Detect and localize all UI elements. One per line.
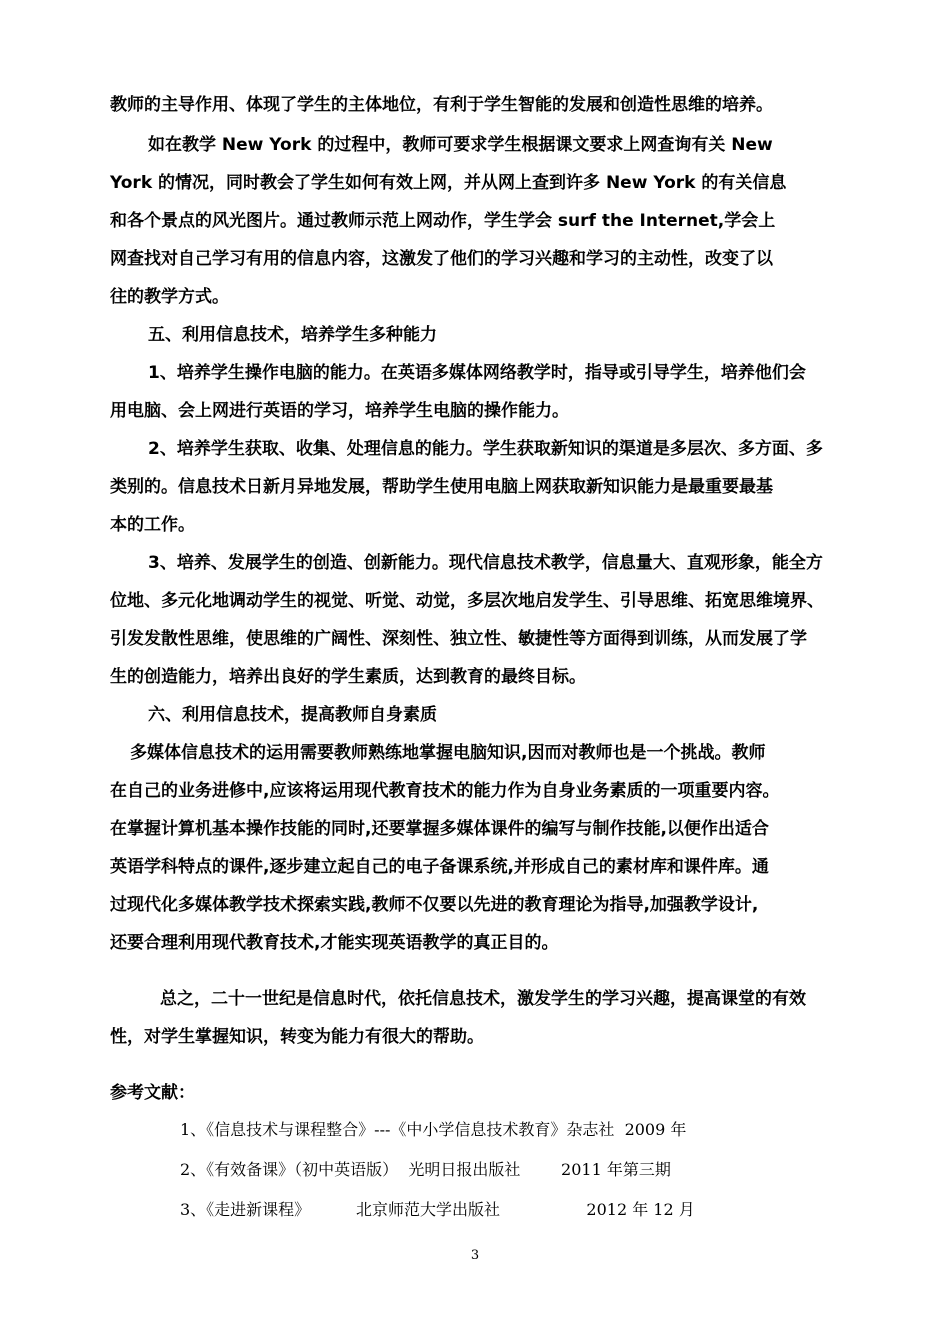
body-line: 用电脑、会上网进行英语的学习，培养学生电脑的操作能力。 bbox=[110, 401, 569, 421]
body-line: 教师的主导作用、体现了学生的主体地位，有利于学生智能的发展和创造性思维的培养。 bbox=[110, 95, 773, 115]
body-line: 性，对学生掌握知识，转变为能力有很大的帮助。 bbox=[110, 1027, 484, 1047]
body-line: 往的教学方式。 bbox=[110, 287, 229, 307]
page-number: 3 bbox=[470, 1248, 480, 1263]
body-line: 多媒体信息技术的运用需要教师熟练地掌握电脑知识,因而对教师也是一个挑战。教师 bbox=[130, 743, 766, 763]
body-line: 3、培养、发展学生的创造、创新能力。现代信息技术教学，信息量大、直观形象，能全方 bbox=[148, 553, 823, 573]
references-heading: 参考文献： bbox=[110, 1083, 195, 1103]
section-heading: 六、利用信息技术，提高教师自身素质 bbox=[148, 705, 437, 725]
body-line: 过现代化多媒体教学技术探索实践,教师不仅要以先进的教育理论为指导,加强教学设计, bbox=[110, 895, 759, 915]
reference-item: 3、《走进新课程》 北京师范大学出版社 2012 年 12 月 bbox=[180, 1200, 695, 1219]
body-line: 英语学科特点的课件,逐步建立起自己的电子备课系统,并形成自己的素材库和课件库。通 bbox=[110, 857, 769, 877]
body-line: 位地、多元化地调动学生的视觉、听觉、动觉，多层次地启发学生、引导思维、拓宽思维境界、 bbox=[110, 591, 824, 611]
body-line: 在掌握计算机基本操作技能的同时,还要掌握多媒体课件的编写与制作技能,以便作出适合 bbox=[110, 819, 769, 839]
body-line: 在自己的业务进修中,应该将运用现代教育技术的能力作为自身业务素质的一项重要内容。 bbox=[110, 781, 780, 801]
body-line: 和各个景点的风光图片。通过教师示范上网动作，学生学会 surf the Internet,学会上 bbox=[110, 211, 776, 231]
body-line: 引发发散性思维，使思维的广阔性、深刻性、独立性、敏捷性等方面得到训练，从而发展了学 bbox=[110, 629, 807, 649]
body-line: 总之，二十一世纪是信息时代，依托信息技术，激发学生的学习兴趣，提高课堂的有效 bbox=[160, 989, 806, 1009]
section-heading: 五、利用信息技术，培养学生多种能力 bbox=[148, 325, 437, 345]
body-line: 1、培养学生操作电脑的能力。在英语多媒体网络教学时，指导或引导学生，培养他们会 bbox=[148, 363, 806, 383]
body-line: 网查找对自己学习有用的信息内容，这激发了他们的学习兴趣和学习的主动性，改变了以 bbox=[110, 249, 773, 269]
reference-item: 1、《信息技术与课程整合》---《中小学信息技术教育》杂志社 2009 年 bbox=[180, 1120, 687, 1139]
body-line: 本的工作。 bbox=[110, 515, 195, 535]
body-line: York 的情况，同时教会了学生如何有效上网，并从网上查到许多 New York 的有关信息 bbox=[110, 173, 787, 193]
body-line: 2、培养学生获取、收集、处理信息的能力。学生获取新知识的渠道是多层次、多方面、多 bbox=[148, 439, 823, 459]
body-line: 还要合理利用现代教育技术,才能实现英语教学的真正目的。 bbox=[110, 933, 559, 953]
body-line: 类别的。信息技术日新月异地发展，帮助学生使用电脑上网获取新知识能力是最重要最基 bbox=[110, 477, 773, 497]
reference-item: 2、《有效备课》（初中英语版） 光明日报出版社 2011 年第三期 bbox=[180, 1160, 671, 1179]
body-line: 生的创造能力，培养出良好的学生素质，达到教育的最终目标。 bbox=[110, 667, 586, 687]
body-line: 如在教学 New York 的过程中，教师可要求学生根据课文要求上网查询有关 New bbox=[148, 135, 773, 155]
